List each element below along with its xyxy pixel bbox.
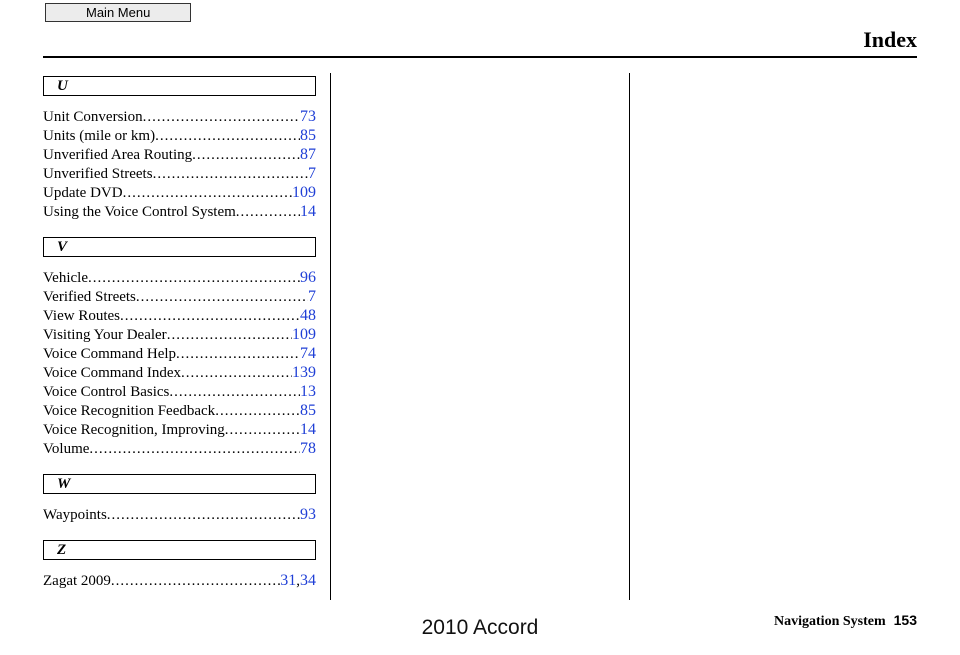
entry-text: Voice Control Basics — [43, 384, 170, 400]
leader-dots — [169, 384, 300, 401]
watermark: 2010 Accord — [421, 616, 539, 639]
index-entry — [43, 421, 316, 440]
entry-text: Visiting Your Dealer — [43, 327, 167, 343]
column-divider-2 — [629, 73, 630, 600]
leader-dots — [192, 147, 300, 164]
index-entry — [43, 506, 316, 525]
section-header-w: W — [43, 474, 316, 494]
index-entry — [43, 402, 316, 421]
index-entry — [43, 383, 316, 402]
leader-dots — [167, 327, 292, 344]
index-entry — [43, 288, 316, 307]
leader-dots — [89, 441, 300, 458]
entry-text: Voice Command Help — [43, 346, 177, 362]
entry-text: Unit Conversion — [43, 109, 143, 125]
index-entry — [43, 146, 316, 165]
page-link[interactable]: 74 — [300, 345, 316, 362]
leader-dots — [225, 422, 300, 439]
page-link[interactable]: 85 — [300, 127, 316, 144]
page-link[interactable]: 109 — [292, 326, 316, 343]
column-divider-1 — [330, 73, 331, 600]
entry-text: View Routes — [43, 308, 121, 324]
leader-dots — [136, 289, 308, 306]
index-entry — [43, 203, 316, 222]
index-entry — [43, 108, 316, 127]
entry-text: Using the Voice Control System — [43, 204, 236, 220]
footer-section-name: Navigation System — [774, 614, 886, 629]
leader-dots — [155, 128, 300, 145]
index-entry — [43, 326, 316, 345]
entry-text: Waypoints — [43, 507, 107, 523]
section-header-u: U — [43, 76, 316, 96]
page-link[interactable]: 96 — [300, 269, 316, 286]
entry-text: Units (mile or km) — [43, 128, 156, 144]
leader-dots — [123, 185, 292, 202]
page-link[interactable]: 13 — [300, 383, 316, 400]
entry-text: Vehicle — [43, 270, 88, 286]
leader-dots — [88, 270, 300, 287]
entry-text: Update DVD — [43, 185, 123, 201]
index-entry — [43, 184, 316, 203]
page-link[interactable]: 85 — [300, 402, 316, 419]
entry-text: Unverified Area Routing — [43, 147, 193, 163]
page-link[interactable]: 73 — [300, 108, 316, 125]
page-link[interactable]: 87 — [300, 146, 316, 163]
leader-dots — [215, 403, 300, 420]
entry-text: Voice Recognition, Improving — [43, 422, 225, 438]
entry-text: Unverified Streets — [43, 166, 153, 182]
index-column — [43, 76, 316, 591]
page-link[interactable]: 93 — [300, 506, 316, 523]
section-header-z: Z — [43, 540, 316, 560]
index-entry — [43, 440, 316, 459]
entry-text: Voice Recognition Feedback — [43, 403, 216, 419]
leader-dots — [107, 507, 300, 524]
index-entry — [43, 165, 316, 184]
entry-text: Volume — [43, 441, 90, 457]
header-rule — [43, 56, 917, 58]
entry-text: Voice Command Index — [43, 365, 182, 381]
leader-dots — [120, 308, 300, 325]
page-title: Index — [863, 27, 917, 52]
page-link[interactable]: 7 — [308, 165, 316, 182]
page-link[interactable]: 14 — [300, 203, 316, 220]
index-entry — [43, 307, 316, 326]
page-link[interactable]: 139 — [292, 364, 316, 381]
leader-dots — [181, 365, 292, 382]
leader-dots — [236, 204, 300, 221]
entry-text: Verified Streets — [43, 289, 136, 305]
page-link[interactable]: 31 — [280, 572, 297, 589]
index-entry — [43, 127, 316, 146]
page-link[interactable]: 7 — [308, 288, 316, 305]
leader-dots — [143, 109, 300, 126]
index-entry — [43, 345, 316, 364]
page-link[interactable]: 34 — [300, 572, 316, 589]
page-link[interactable]: 48 — [300, 307, 316, 324]
page-link[interactable]: 78 — [300, 440, 316, 457]
page-link[interactable]: 14 — [300, 421, 316, 438]
index-entry — [43, 364, 316, 383]
index-entry — [43, 572, 316, 591]
leader-dots — [111, 573, 280, 590]
footer-page-number: 153 — [893, 612, 917, 628]
page-separator: , — [296, 573, 300, 589]
entry-text: Zagat 2009 — [43, 573, 111, 589]
leader-dots — [153, 166, 308, 183]
index-entry — [43, 269, 316, 288]
page-link[interactable]: 109 — [292, 184, 316, 201]
main-menu-button[interactable]: Main Menu — [45, 3, 191, 22]
section-header-v: V — [43, 237, 316, 257]
leader-dots — [176, 346, 300, 363]
